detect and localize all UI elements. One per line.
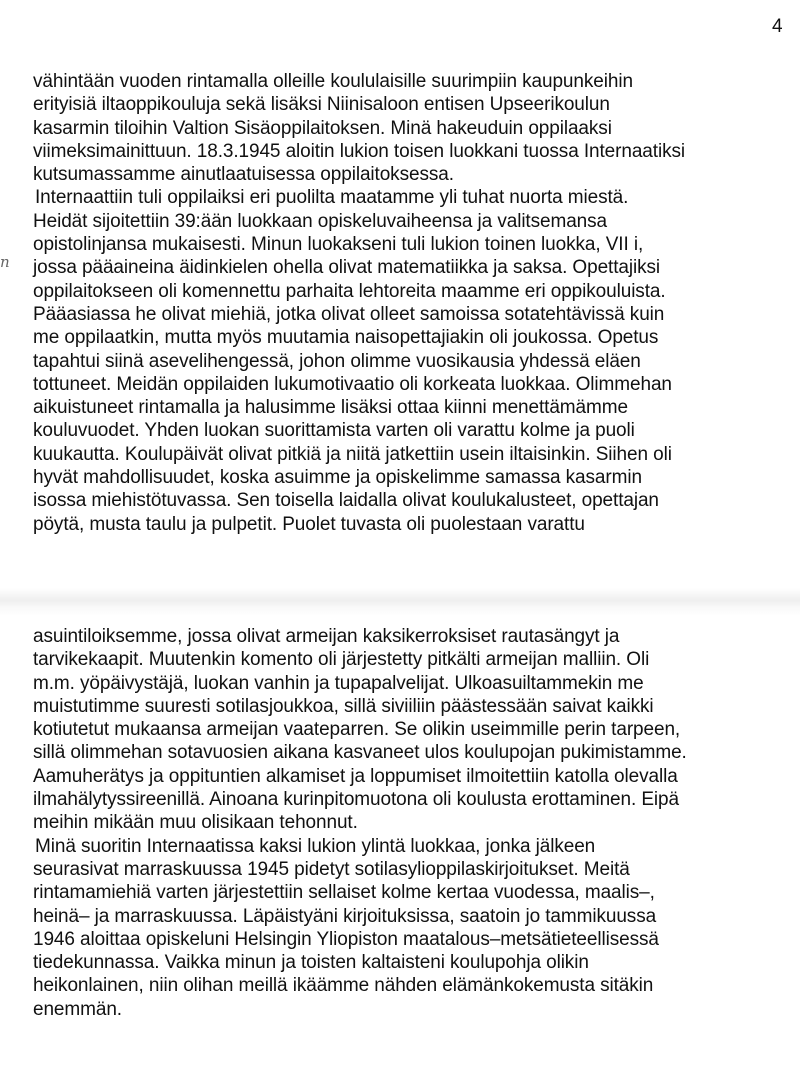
text-line: vähintään vuoden rintamalla olleille koululaisille suurimpiin kaupunkeihin	[33, 71, 633, 92]
text-line: me oppilaatkin, mutta myös muutamia naisopettajiakin oli joukossa. Opetus	[33, 327, 659, 349]
page-fold-shadow	[0, 588, 800, 616]
text-line: rintamamiehiä varten järjestettiin sellaiset kolme kertaa vuodessa, maalis–,	[33, 882, 655, 904]
text-line: tapahtui siinä asevelihengessä, johon olimme vuosikausia yhdessä eläen	[33, 350, 641, 372]
text-line: Internaattiin tuli oppilaiksi eri puolilta maatamme yli tuhat nuorta miestä.	[35, 187, 629, 209]
text-line: hyvät mahdollisuudet, koska asuimme ja opiskelimme samassa kasarmin	[33, 467, 642, 489]
text-line: aikuistuneet rintamalla ja halusimme lisäksi ottaa kiinni menettämämme	[33, 397, 628, 419]
margin-handwritten-mark: n	[0, 253, 10, 271]
text-line: heinä– ja marraskuussa. Läpäistyäni kirjoituksissa, saatoin jo tammikuussa	[33, 905, 657, 927]
text-line: kuukautta. Koulupäivät olivat pitkiä ja niitä jatkettiin usein iltaisinkin. Siihen oli	[33, 443, 672, 465]
text-line: Minä suoritin Internaatissa kaksi lukion ylintä luokkaa, jonka jälkeen	[35, 835, 596, 857]
text-line: enemmän.	[33, 998, 122, 1020]
text-line: seurasivat marraskuussa 1945 pidetyt sotilasylioppilaskirjoitukset. Meitä	[33, 858, 630, 880]
text-line: erityisiä iltaoppikouluja sekä lisäksi Niinisaloon entisen Upseerikoulun	[33, 94, 610, 116]
text-line: Aamuherätys ja oppituntien alkamiset ja loppumiset ilmoitettiin katolla olevalla	[33, 765, 678, 787]
text-line: oppilaitokseen oli komennettu parhaita lehtoreita maamme eri oppikouluista.	[33, 280, 666, 302]
text-line: viimeksimainittuun. 18.3.1945 aloitin lukion toisen luokkani tuossa Internaatiksi	[33, 140, 685, 162]
text-line: meihin mikään muu olisikaan tehonnut.	[33, 812, 358, 834]
text-line: kasarmin tiloihin Valtion Sisäoppilaitoksen. Minä hakeuduin oppilaaksi	[33, 117, 612, 139]
text-line: jossa pääaineina äidinkielen ohella olivat matematiikka ja saksa. Opettajiksi	[33, 257, 661, 279]
text-line: tarvikekaapit. Muutenkin komento oli järjestetty pitkälti armeijan malliin. Oli	[33, 649, 650, 671]
text-line: m.m. yöpäivystäjä, luokan vanhin ja tupapalvelijat. Ulkoasuiltammekin me	[33, 672, 644, 694]
text-line: opistolinjansa mukaisesti. Minun luokakseni tuli lukion toinen luokka, VII i,	[33, 234, 644, 256]
paragraph-block-top	[33, 70, 798, 536]
text-line: tottuneet. Meidän oppilaiden lukumotivaatio oli korkeata luokkaa. Olimmehan	[33, 373, 672, 395]
text-line: kotiutetut mukaansa armeijan vaateparren. Se olikin useimmille perin tarpeen,	[33, 719, 681, 741]
text-line: kutsumassamme ainutlaatuisessa oppilaitoksessa.	[33, 164, 454, 186]
text-line: pöytä, musta taulu ja pulpetit. Puolet tuvasta oli puolestaan varattu	[33, 513, 585, 535]
text-line: heikonlainen, niin olihan meillä ikäämme nähden elämänkokemusta sitäkin	[33, 975, 654, 997]
text-line: kouluvuodet. Yhden luokan suorittamista varten oli varattu kolme ja puoli	[33, 420, 635, 442]
text-line: isossa miehistötuvassa. Sen toisella laidalla olivat koulukalusteet, opettajan	[33, 490, 659, 512]
text-line: 1946 aloittaa opiskeluni Helsingin Yliopiston maatalous–metsätieteellisessä	[33, 928, 659, 950]
page-number: 4	[772, 16, 783, 37]
text-line: tiedekunnassa. Vaikka minun ja toisten kaltaisteni koulupohja olikin	[33, 952, 589, 974]
text-line: Pääasiassa he olivat miehiä, jotka olivat olleet samoissa sotatehtävissä kuin	[33, 303, 665, 325]
text-line: asuintiloiksemme, jossa olivat armeijan kaksikerroksiset rautasängyt ja	[33, 626, 620, 647]
text-line: ilmahälytyssireenillä. Ainoana kurinpitomuotona oli koulusta erottaminen. Eipä	[33, 789, 679, 811]
paragraph-block-bottom	[33, 625, 798, 1021]
text-line: Heidät sijoitettiin 39:ään luokkaan opiskeluvaiheensa ja valitsemansa	[33, 210, 608, 232]
text-line: muistutimme suuresti sotilasjoukkoa, sillä siviiliin päästessään saivat kaikki	[33, 695, 654, 717]
text-line: sillä olimmehan sotavuosien aikana kasvaneet ulos koulupojan pukimistamme.	[33, 742, 687, 764]
